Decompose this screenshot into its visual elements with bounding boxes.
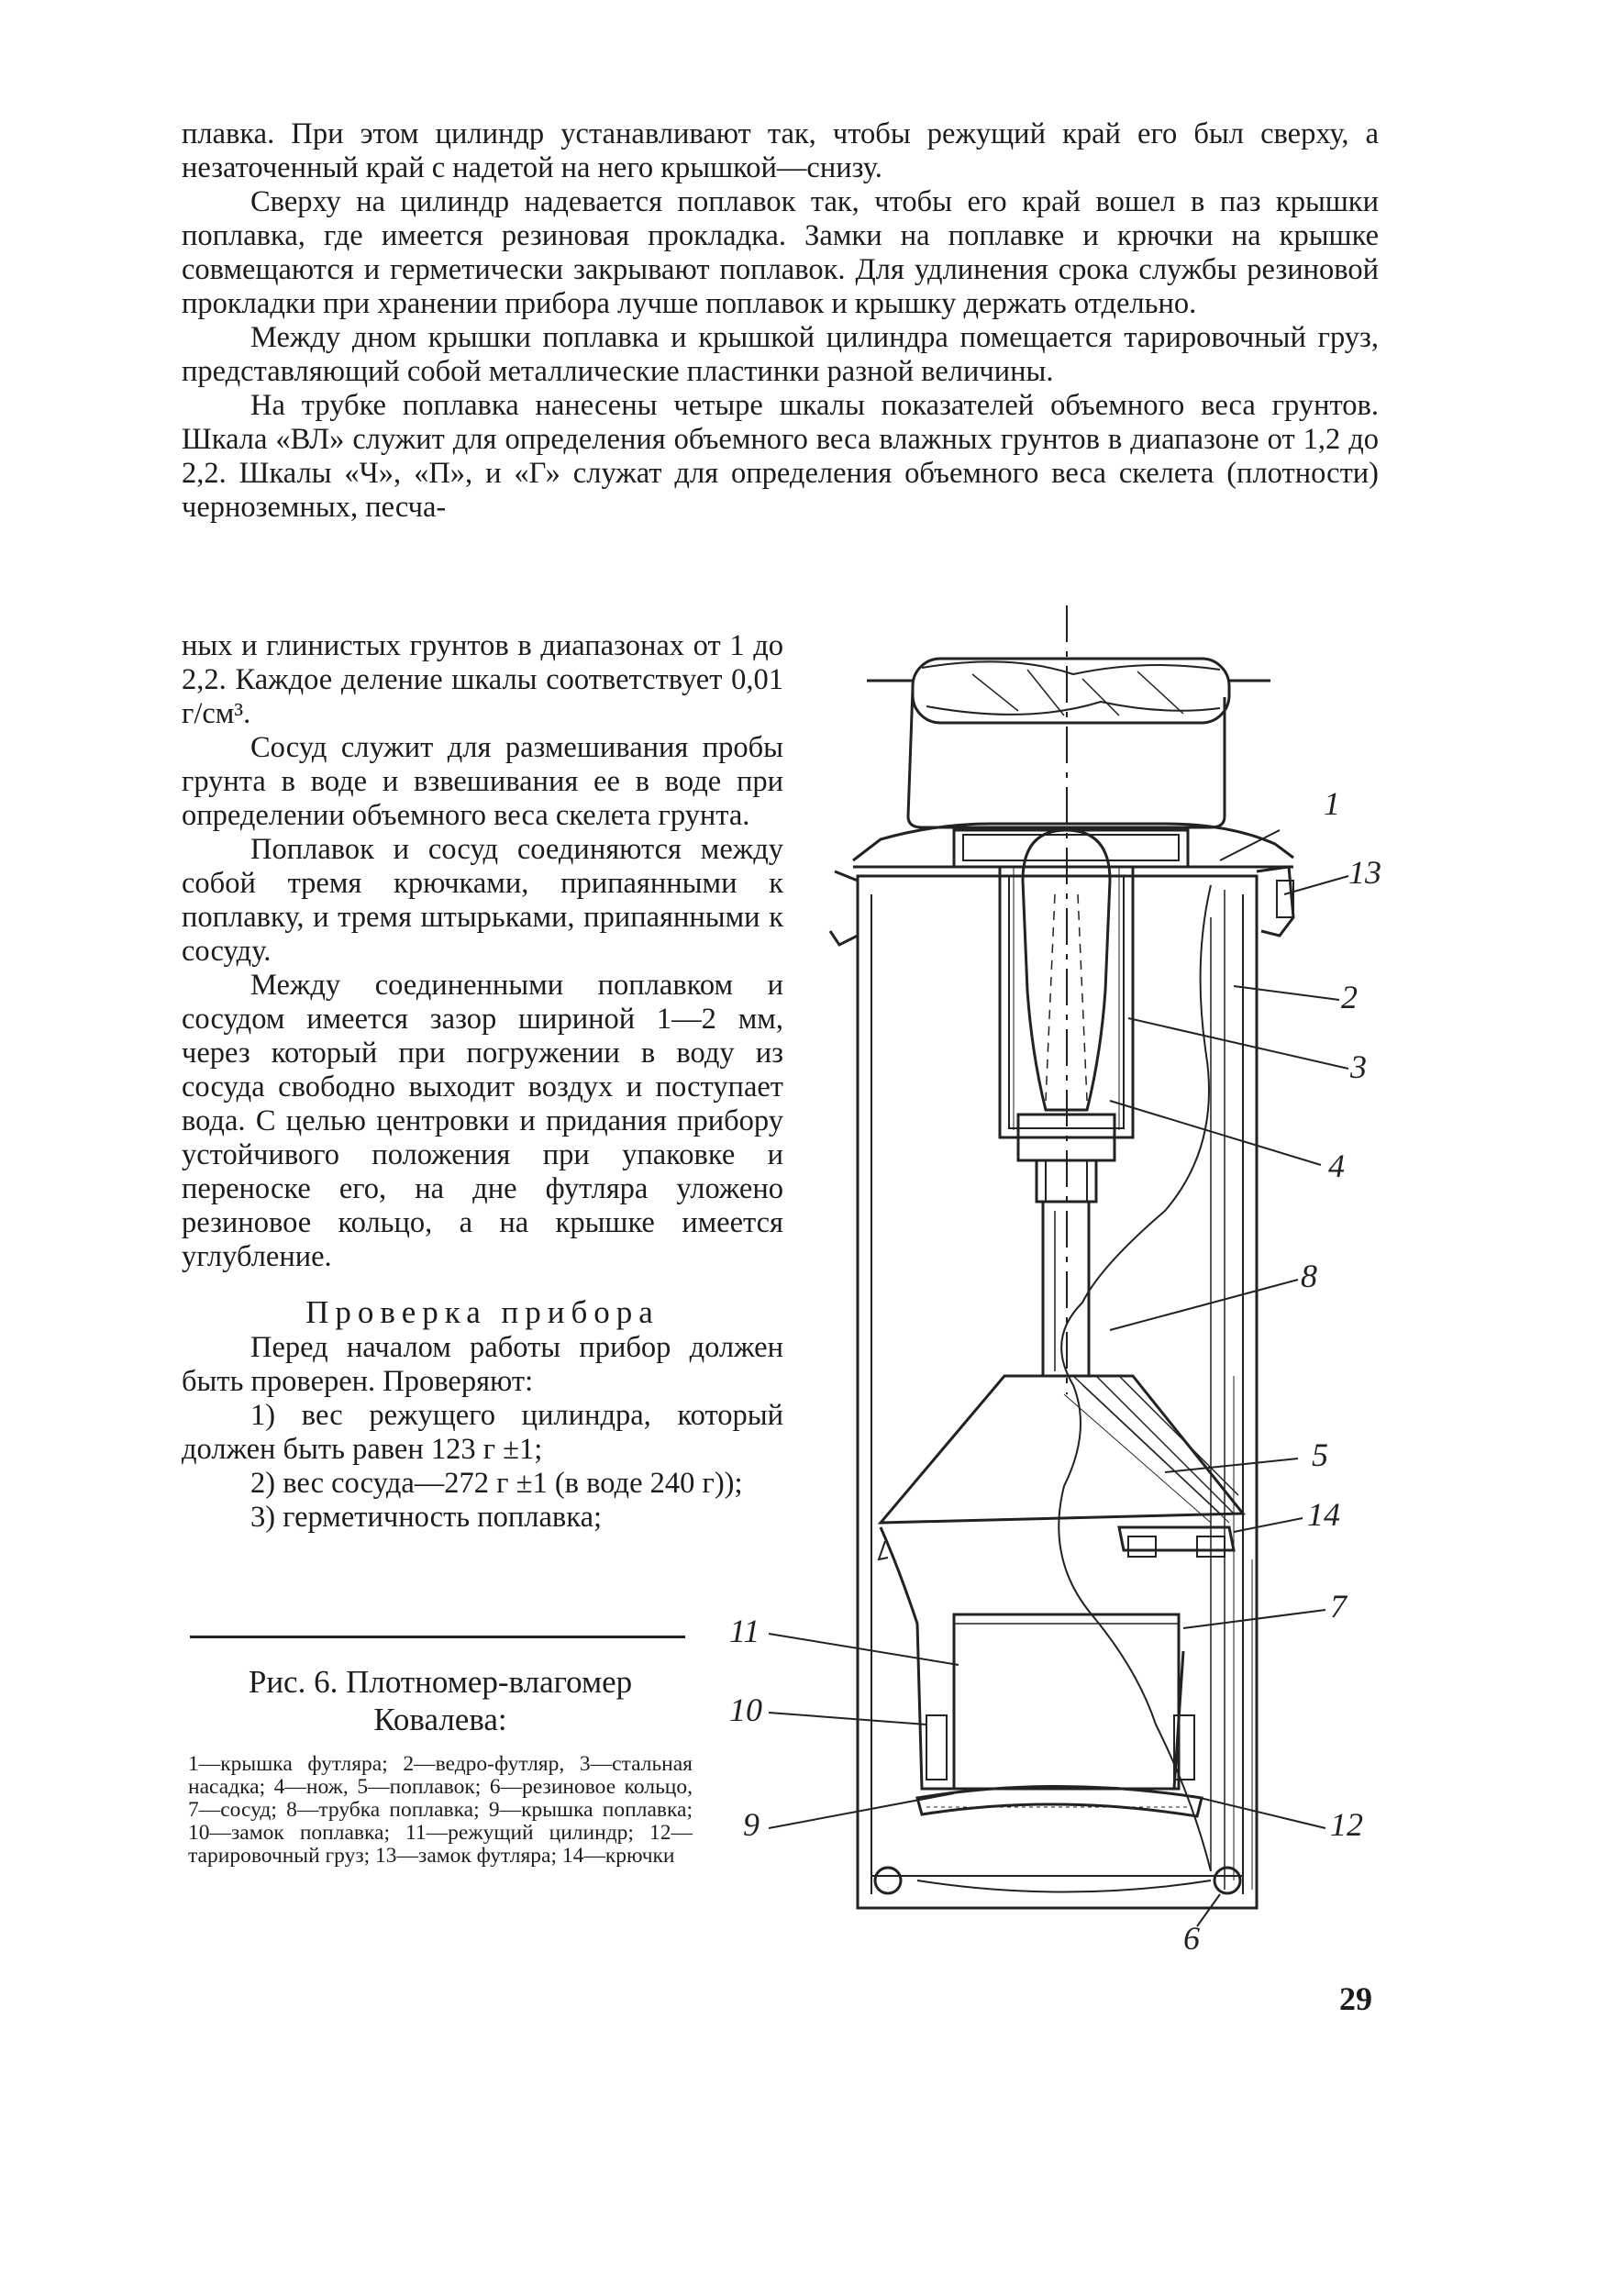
label-6: 6 bbox=[1183, 1920, 1200, 1957]
page-number: 29 bbox=[1339, 1980, 1372, 2017]
label-11: 11 bbox=[729, 1613, 760, 1649]
outer-case bbox=[858, 876, 1257, 1908]
section-heading: Проверка прибора bbox=[305, 1294, 660, 1330]
label-4: 4 bbox=[1328, 1148, 1345, 1184]
case-bottom bbox=[871, 1868, 1243, 1893]
paragraph: Перед началом работы прибор должен быть проверен. Проверяют: bbox=[182, 1331, 783, 1398]
paragraph: Между соединенными поплавком и сосудом имеется зазор шириной 1—2 мм, через который при погружении в воду из сосуда свободно выходит воздух и поступает вода. С целью центровки и придания прибору устойчивого положения при упаковке и переноске его, на дне футляра уложено резиновое кольцо, а на крышке имеется углубление. bbox=[182, 969, 783, 1273]
label-3: 3 bbox=[1350, 1048, 1367, 1085]
label-14: 14 bbox=[1307, 1496, 1340, 1533]
list-item: 1) вес режущего цилиндра, который должен быть равен 123 г ±1; bbox=[182, 1399, 783, 1466]
label-2: 2 bbox=[1341, 979, 1358, 1015]
handle-grip bbox=[867, 659, 1270, 723]
leader-lines bbox=[769, 830, 1348, 1926]
paragraph-continuation: плавка. При этом цилиндр устанавливают так, чтобы режущий край его был сверху, а незаточенный край с надетой на него крышкой—снизу. bbox=[182, 117, 1379, 184]
caption-legend: 1—крышка футляра; 2—ведро-футляр, 3—стальная насадка; 4—нож, 5—поплавок; 6—резиновое кольцо, 7—сосуд; 8—трубка поплавка; 9—крышка поплавка; 10—замок поплавка; 11—режущий цилиндр; 12—тарировочный груз; 13—замок футляра; 14—крючки bbox=[188, 1752, 693, 1868]
float-hooks bbox=[1119, 1527, 1234, 1557]
float-cover bbox=[917, 1787, 1202, 1817]
paragraph-continuation: ных и глинистых грунтов в диапазонах от 1 до 2,2. Каждое деление шкалы соответствует 0,01 г/см³. bbox=[182, 629, 783, 730]
paragraph: Сосуд служит для размешивания пробы грунта в воде и взвешивания ее в воде при определении объемного веса скелета грунта. bbox=[182, 731, 783, 832]
label-12: 12 bbox=[1330, 1806, 1363, 1843]
paragraph: Между дном крышки поплавка и крышкой цилиндра помещается тарировочный груз, представляющий собой металлические пластинки разной величины. bbox=[182, 321, 1379, 388]
caption-title: Рис. 6. Плотномер-влагомер Ковалева: bbox=[248, 1664, 633, 1737]
cutting-cylinder bbox=[926, 1614, 1194, 1789]
label-1: 1 bbox=[1324, 785, 1340, 822]
list-item: 3) герметичность поплавка; bbox=[250, 1501, 603, 1534]
label-13: 13 bbox=[1348, 854, 1381, 891]
paragraph: Поплавок и сосуд соединяются между собой тремя крючками, припаянными к поплавку, и тремя штырьками, припаянными к сосуду. bbox=[182, 833, 783, 968]
label-10: 10 bbox=[729, 1691, 762, 1728]
label-9: 9 bbox=[743, 1806, 760, 1843]
paragraph: На трубке поплавка нанесены четыре шкалы показателей объемного веса грунтов. Шкала «ВЛ» служит для определения объемного веса влажных грунтов в диапазоне от 1,2 до 2,2. Шкалы «Ч», «П», и «Г» служат для определения объемного веса скелета (плотности) черноземных, песча- bbox=[182, 389, 1379, 524]
label-7: 7 bbox=[1330, 1588, 1347, 1625]
label-8: 8 bbox=[1301, 1258, 1317, 1294]
label-5: 5 bbox=[1312, 1436, 1328, 1473]
list-item: 2) вес сосуда—272 г ±1 (в воде 240 г)); bbox=[250, 1467, 743, 1500]
paragraph: Сверху на цилиндр надевается поплавок так, чтобы его край вошел в паз крышки поплавка, где имеется резиновая прокладка. Замки на поплавке и крючки на крышке совмещаются и герметически закрывают поплавок. Для удлинения срока службы резиновой прокладки при хранении прибора лучше поплавок и крышку держать отдельно. bbox=[182, 185, 1379, 320]
